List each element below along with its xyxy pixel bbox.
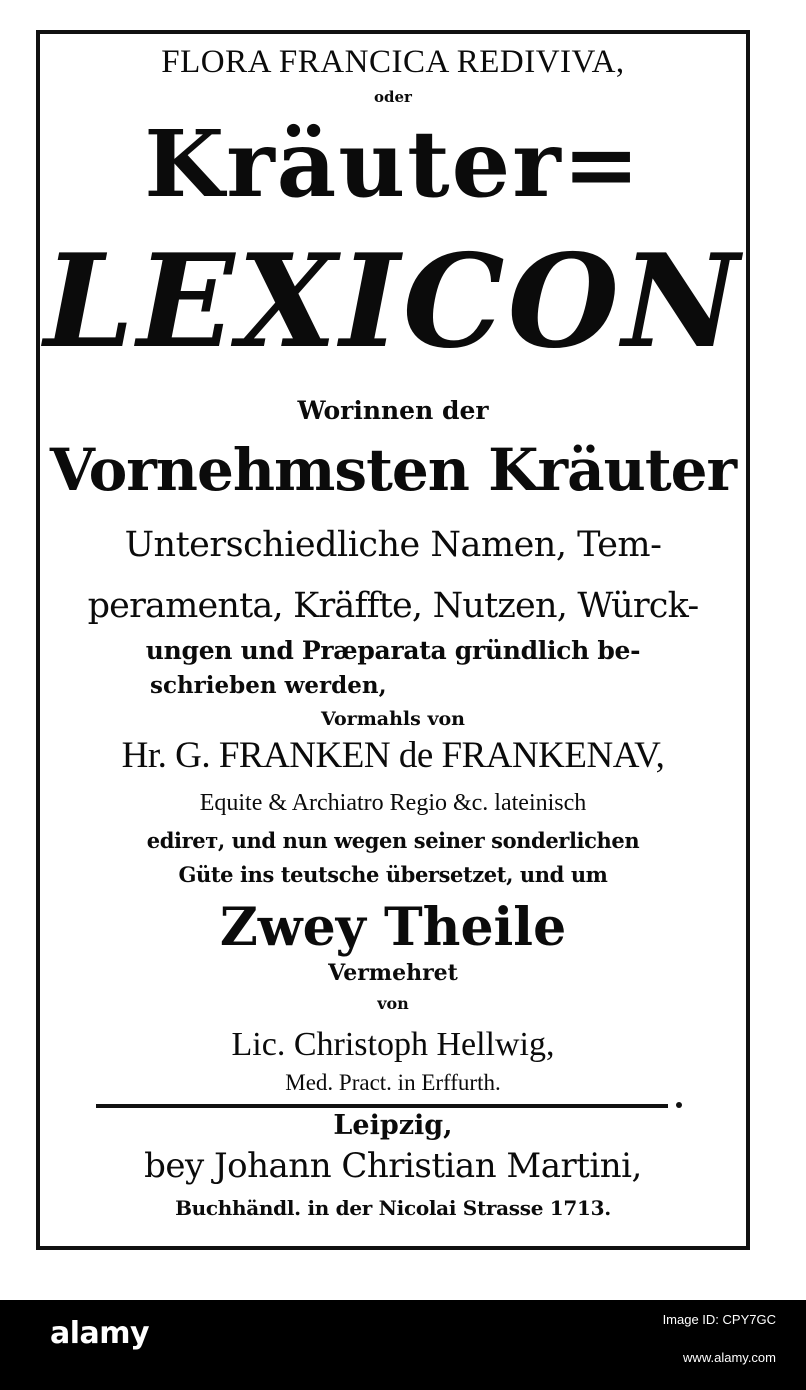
vermehret: Vermehret — [328, 960, 458, 986]
ink-speck — [676, 1102, 682, 1108]
body-line-2: peramenta, Kräffte, Nutzen, Würck- — [87, 586, 699, 626]
edition-note-2: Güte ins teutsche übersetzet, und um — [178, 862, 608, 887]
image-id-label: Image ID: CPY7GC — [662, 1312, 776, 1327]
edition-note-1: edirет, und nun wegen seiner sonderlichen — [146, 828, 640, 853]
body-line-3: ungen und Præparata gründlich be- — [145, 636, 641, 665]
body-line-1: Unterschiedliche Namen, Tem- — [124, 525, 662, 565]
body-line-4: schrieben werden, — [150, 672, 387, 699]
title-latin: FLORA FRANCICA REDIVIVA, — [161, 44, 625, 80]
imprint-city: Leipzig, — [333, 1110, 453, 1141]
von: von — [377, 994, 409, 1013]
imprint-publisher: bey Johann Christian Martini, — [144, 1146, 642, 1186]
author-title: Equite & Archiatro Regio &c. lateinisch — [199, 790, 587, 816]
subtitle-vornehmsten: Vornehmsten Kräuter — [49, 436, 737, 504]
title-lexicon: LEXICON — [43, 227, 743, 377]
title-kraeuter: Kräuter= — [144, 110, 642, 218]
alamy-logo: alamy — [50, 1316, 150, 1351]
author-prefix: Vormahls von — [321, 708, 465, 730]
zwey-theile: Zwey Theile — [219, 897, 567, 958]
editor-title: Med. Pract. in Erffurth. — [285, 1070, 501, 1095]
title-conjunction: oder — [374, 88, 412, 106]
subtitle-worinnen: Worinnen der — [297, 396, 489, 425]
footer-url: www.alamy.com — [683, 1350, 776, 1365]
imprint-address-year: Buchhändl. in der Nicolai Strasse 1713. — [175, 1196, 611, 1220]
author-name-franken: Hr. G. FRANKEN de FRANKENAV, — [121, 735, 665, 776]
imprint-rule — [96, 1104, 668, 1108]
editor-name: Lic. Christoph Hellwig, — [231, 1026, 555, 1063]
